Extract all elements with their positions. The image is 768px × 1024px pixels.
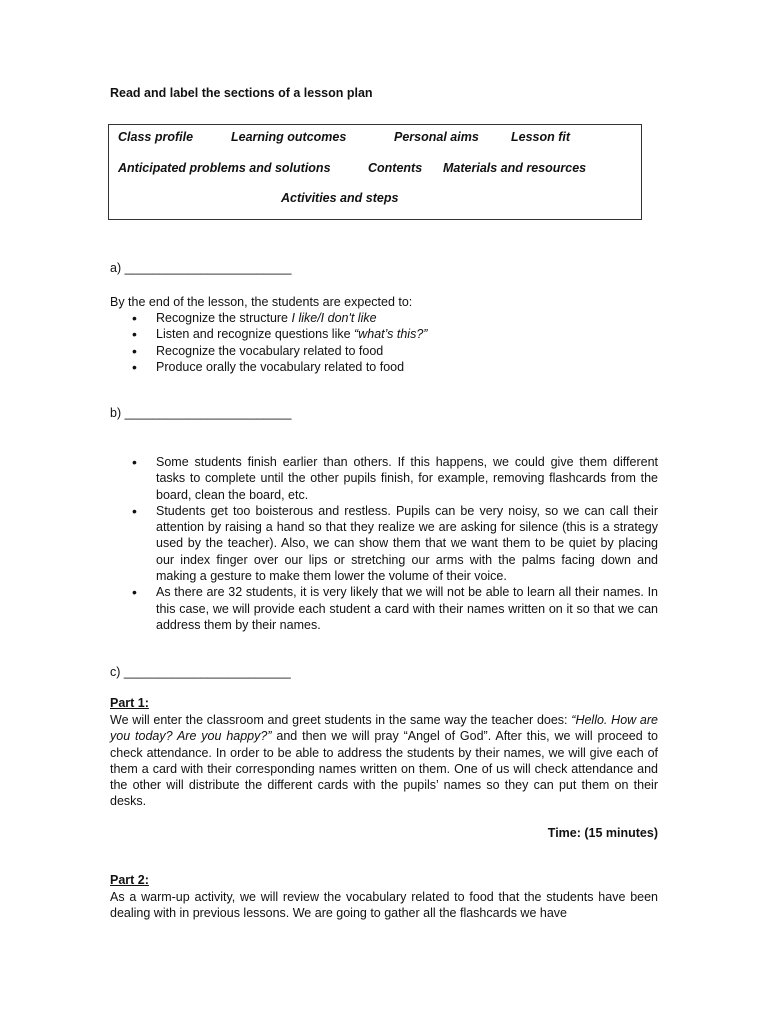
option-lesson-fit: Lesson fit <box>511 130 571 144</box>
list-item: • Recognize the structure I like/I don't like <box>110 310 658 326</box>
option-contents: Contents <box>368 161 423 175</box>
section-options-box <box>108 124 642 220</box>
list-item: • Produce orally the vocabulary related to food <box>110 359 658 375</box>
section-a-list <box>110 310 658 375</box>
section-a-label: a) ________________________ <box>110 261 292 275</box>
part-2-text: As a warm-up activity, we will review the vocabulary related to food that the students have been dealing with in previous lessons. We are going to gather all the flashcards we have <box>110 890 658 921</box>
option-class-profile: Class profile <box>118 130 194 144</box>
part-1-heading: Part 1: <box>110 696 149 710</box>
section-b-label: b) ________________________ <box>110 406 292 420</box>
option-personal-aims: Personal aims <box>394 130 479 144</box>
list-item: • Listen and recognize questions like “what’s this?” <box>110 326 658 342</box>
part-1-time: Time: (15 minutes) <box>547 826 658 840</box>
option-learning-outcomes: Learning outcomes <box>231 130 347 144</box>
option-anticipated-problems: Anticipated problems and solutions <box>118 161 331 175</box>
option-materials: Materials and resources <box>443 161 587 175</box>
list-item: • Recognize the vocabulary related to food <box>110 343 658 359</box>
part-2-heading: Part 2: <box>110 873 149 887</box>
page-title: Read and label the sections of a lesson plan <box>110 86 373 100</box>
section-b-list <box>110 454 658 633</box>
list-item: • As there are 32 students, it is very likely that we will not be able to learn all their names. In this case, we will provide each student a card with their names written on it so that we can address them by their names. <box>110 584 658 633</box>
list-item: • Some students finish earlier than others. If this happens, we could give them different tasks to complete until the other pupils finish, for example, removing flashcards from the board, clean the board, etc. <box>110 454 658 503</box>
part-1-text: We will enter the classroom and greet students in the same way the teacher does: “Hello. How are you today? Are you happy?” and then we will pray “Angel of God”. After this, we will proceed to check attendance. In order to be able to address the students by their names, we will give each of them a card with their corresponding names written on them. One of us will check attendance and the other will distribute the different cards with the pupils’ names so they can put them on their desks. <box>110 713 659 809</box>
list-item: • Students get too boisterous and restless. Pupils can be very noisy, so we can call their attention by raising a hand so that they realize we are asking for silence (this is a strategy used by the teacher). Also, we can show them that we want them to be quiet by placing our index finger over our lips or stretching our arms with the palms facing down and making a gesture to make them lower the volume of their voice. <box>110 503 658 584</box>
section-c-label: c) ________________________ <box>110 665 291 679</box>
option-activities: Activities and steps <box>281 191 399 205</box>
section-a-intro: By the end of the lesson, the students are expected to: <box>110 295 413 309</box>
